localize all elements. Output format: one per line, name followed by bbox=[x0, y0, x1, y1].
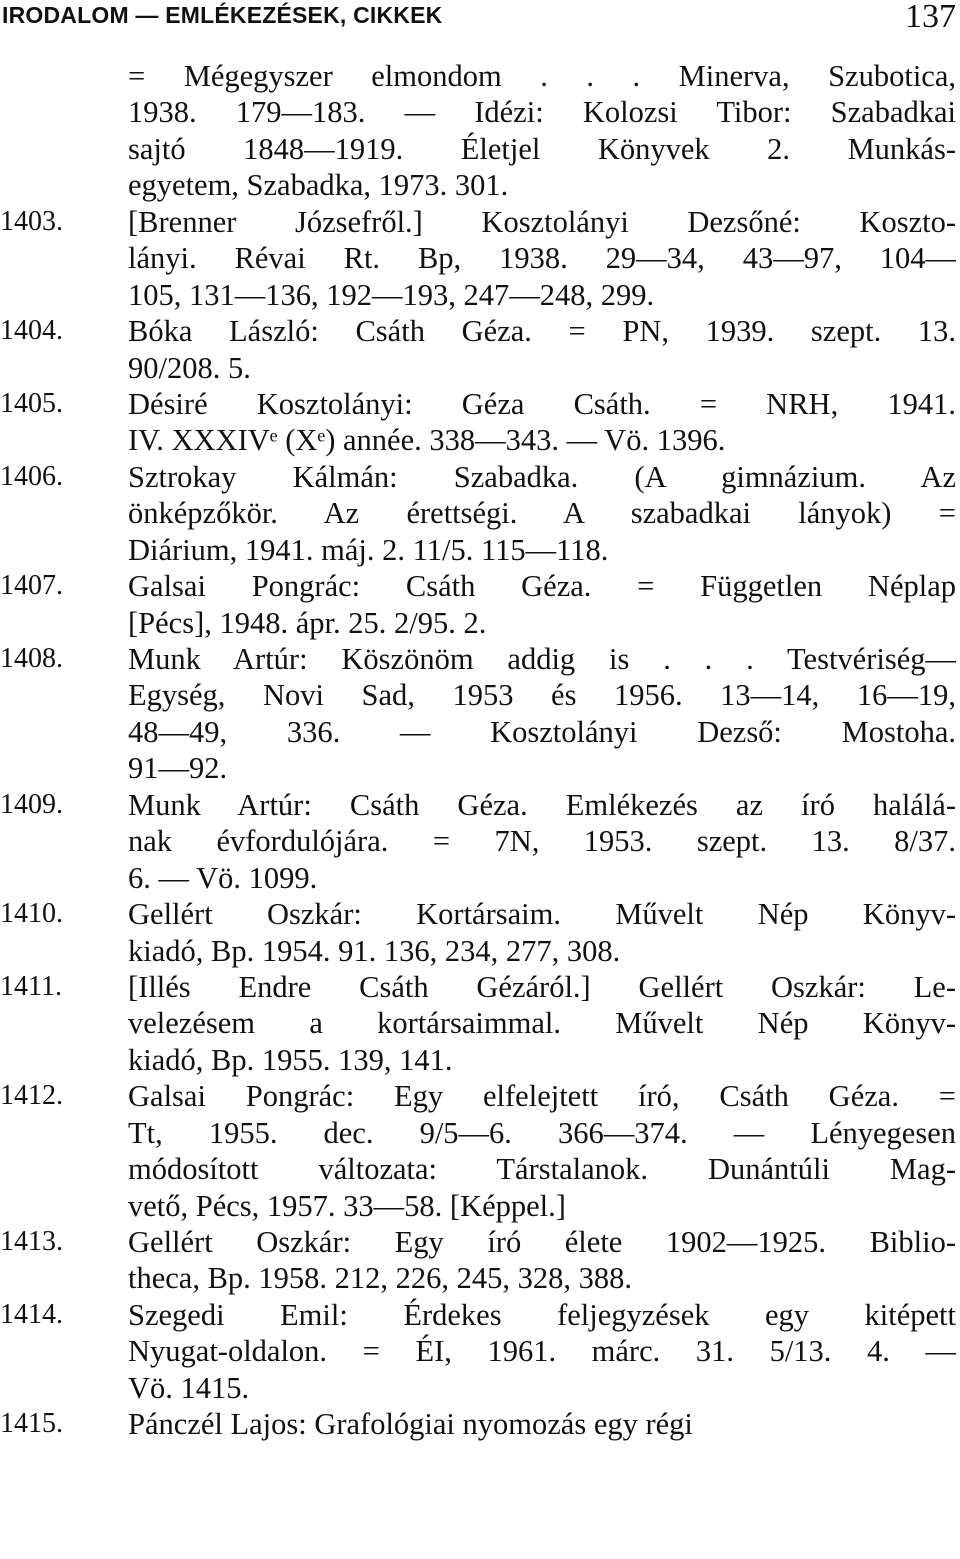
entry-text-line: IV. XXXIVᵉ (Xᵉ) année. 338—343. — Vö. 1396. bbox=[128, 423, 726, 458]
entry-number: 1408. bbox=[0, 643, 63, 674]
entry-text-line: Gellért Oszkár: Kortársaim. Művelt Nép Könyv- bbox=[128, 897, 956, 932]
entry-text-line: 105, 131—136, 192—193, 247—248, 299. bbox=[128, 277, 655, 312]
entry-number: 1413. bbox=[0, 1226, 63, 1257]
entry-number: 1411. bbox=[0, 970, 62, 1002]
entry-text-line: 90/208. 5. bbox=[128, 350, 251, 385]
entry-number: 1405. bbox=[0, 387, 63, 419]
entry-text-line: 48—49, 336. — Kosztolányi Dezső: Mostoha. bbox=[128, 714, 956, 749]
bibliography-entry bbox=[0, 568, 956, 641]
bibliography-entry bbox=[0, 787, 956, 896]
bibliography-entry bbox=[0, 896, 956, 969]
entry-text-line: egyetem, Szabadka, 1973. 301. bbox=[128, 168, 509, 203]
bibliography-entry bbox=[0, 1078, 956, 1224]
bibliography-entries bbox=[0, 58, 956, 1443]
entry-text-line: vető, Pécs, 1957. 33—58. [Képpel.] bbox=[128, 1188, 566, 1223]
bibliography-entry bbox=[0, 641, 956, 787]
entry-text-line: kiadó, Bp. 1955. 139, 141. bbox=[128, 1042, 453, 1077]
bibliography-entry bbox=[0, 1406, 956, 1442]
entry-text-line: Munk Artúr: Csáth Géza. Emlékezés az író halálá- bbox=[128, 787, 956, 822]
bibliography-entry bbox=[0, 1297, 956, 1406]
entry-text-line: lányi. Révai Rt. Bp, 1938. 29—34, 43—97, 104— bbox=[128, 241, 956, 276]
entry-text-line: [Brenner Józsefről.] Kosztolányi Dezsőné: Koszto- bbox=[128, 204, 956, 239]
entry-text-line: Galsai Pongrác: Csáth Géza. = Független Néplap bbox=[128, 569, 956, 604]
bibliography-entry bbox=[0, 58, 956, 204]
entry-number: 1410. bbox=[0, 898, 63, 930]
page-header bbox=[0, 0, 960, 34]
entry-text-line: Galsai Pongrác: Egy elfelejtett író, Csáth Géza. = bbox=[128, 1079, 956, 1114]
entry-number: 1407. bbox=[0, 570, 63, 602]
entry-text-line: 91—92. bbox=[128, 751, 228, 786]
entry-text-line: Vö. 1415. bbox=[128, 1370, 250, 1405]
entry-text-line: nak évfordulójára. = 7N, 1953. szept. 13. 8/37. bbox=[128, 824, 956, 859]
entry-text-line: Désiré Kosztolányi: Géza Csáth. = NRH, 1941. bbox=[128, 386, 956, 421]
entry-text-line: Bóka László: Csáth Géza. = PN, 1939. szept. 13. bbox=[128, 314, 956, 349]
entry-number: 1406. bbox=[0, 460, 63, 492]
entry-text-line: sajtó 1848—1919. Életjel Könyvek 2. Munkás- bbox=[128, 131, 956, 166]
entry-text-line: Szegedi Emil: Érdekes feljegyzések egy kitépett bbox=[128, 1297, 956, 1332]
entry-text-line: Tt, 1955. dec. 9/5—6. 366—374. — Lényegesen bbox=[128, 1115, 956, 1150]
entry-number: 1412. bbox=[0, 1080, 63, 1112]
entry-text-line: Munk Artúr: Köszönöm addig is . . . Testvériség— bbox=[128, 642, 956, 676]
entry-text-line: Nyugat-oldalon. = ÉI, 1961. márc. 31. 5/13. 4. — bbox=[128, 1334, 956, 1369]
bibliography-entry bbox=[0, 969, 956, 1078]
entry-text-line: Gellért Oszkár: Egy író élete 1902—1925. Biblio- bbox=[128, 1225, 956, 1259]
entry-number: 1414. bbox=[0, 1298, 63, 1330]
entry-text-line: [Illés Endre Csáth Gézáról.] Gellért Oszkár: Le- bbox=[128, 969, 956, 1004]
entry-text-line: Sztrokay Kálmán: Szabadka. (A gimnázium. Az bbox=[128, 459, 956, 494]
bibliography-entry bbox=[0, 1224, 956, 1297]
entry-number: 1403. bbox=[0, 205, 63, 237]
entry-number: 1404. bbox=[0, 315, 63, 347]
entry-text-line: 1938. 179—183. — Idézi: Kolozsi Tibor: Szabadkai bbox=[128, 95, 956, 130]
entry-text-line: [Pécs], 1948. ápr. 25. 2/95. 2. bbox=[128, 605, 487, 640]
entry-text-line: kiadó, Bp. 1954. 91. 136, 234, 277, 308. bbox=[128, 933, 621, 968]
entry-text-line: Egység, Novi Sad, 1953 és 1956. 13—14, 16—19, bbox=[128, 678, 956, 713]
entry-text-line: 6. — Vö. 1099. bbox=[128, 860, 318, 895]
running-head: IRODALOM — EMLÉKEZÉSEK, CIKKEK bbox=[2, 2, 443, 28]
entry-text-line: theca, Bp. 1958. 212, 226, 245, 328, 388. bbox=[128, 1261, 633, 1296]
bibliography-entry bbox=[0, 204, 956, 313]
bibliography-entry bbox=[0, 459, 956, 568]
page-number: 137 bbox=[905, 0, 956, 35]
bibliography-entry bbox=[0, 386, 956, 459]
entry-text-line: Diárium, 1941. máj. 2. 11/5. 115—118. bbox=[128, 532, 609, 567]
entry-text-line: Pánczél Lajos: Grafológiai nyomozás egy régi bbox=[128, 1407, 693, 1442]
entry-text-line: velezésem a kortársaimmal. Művelt Nép Könyv- bbox=[128, 1006, 956, 1041]
entry-text-line: önképzőkör. Az érettségi. A szabadkai lányok) = bbox=[128, 496, 956, 531]
entry-text-line: = Mégegyszer elmondom . . . Minerva, Szubotica, bbox=[128, 59, 956, 93]
entry-number: 1409. bbox=[0, 788, 63, 820]
entry-text-line: módosított változata: Társtalanok. Dunántúli Mag- bbox=[128, 1152, 956, 1187]
entry-number: 1415. bbox=[0, 1408, 63, 1440]
bibliography-entry bbox=[0, 313, 956, 386]
